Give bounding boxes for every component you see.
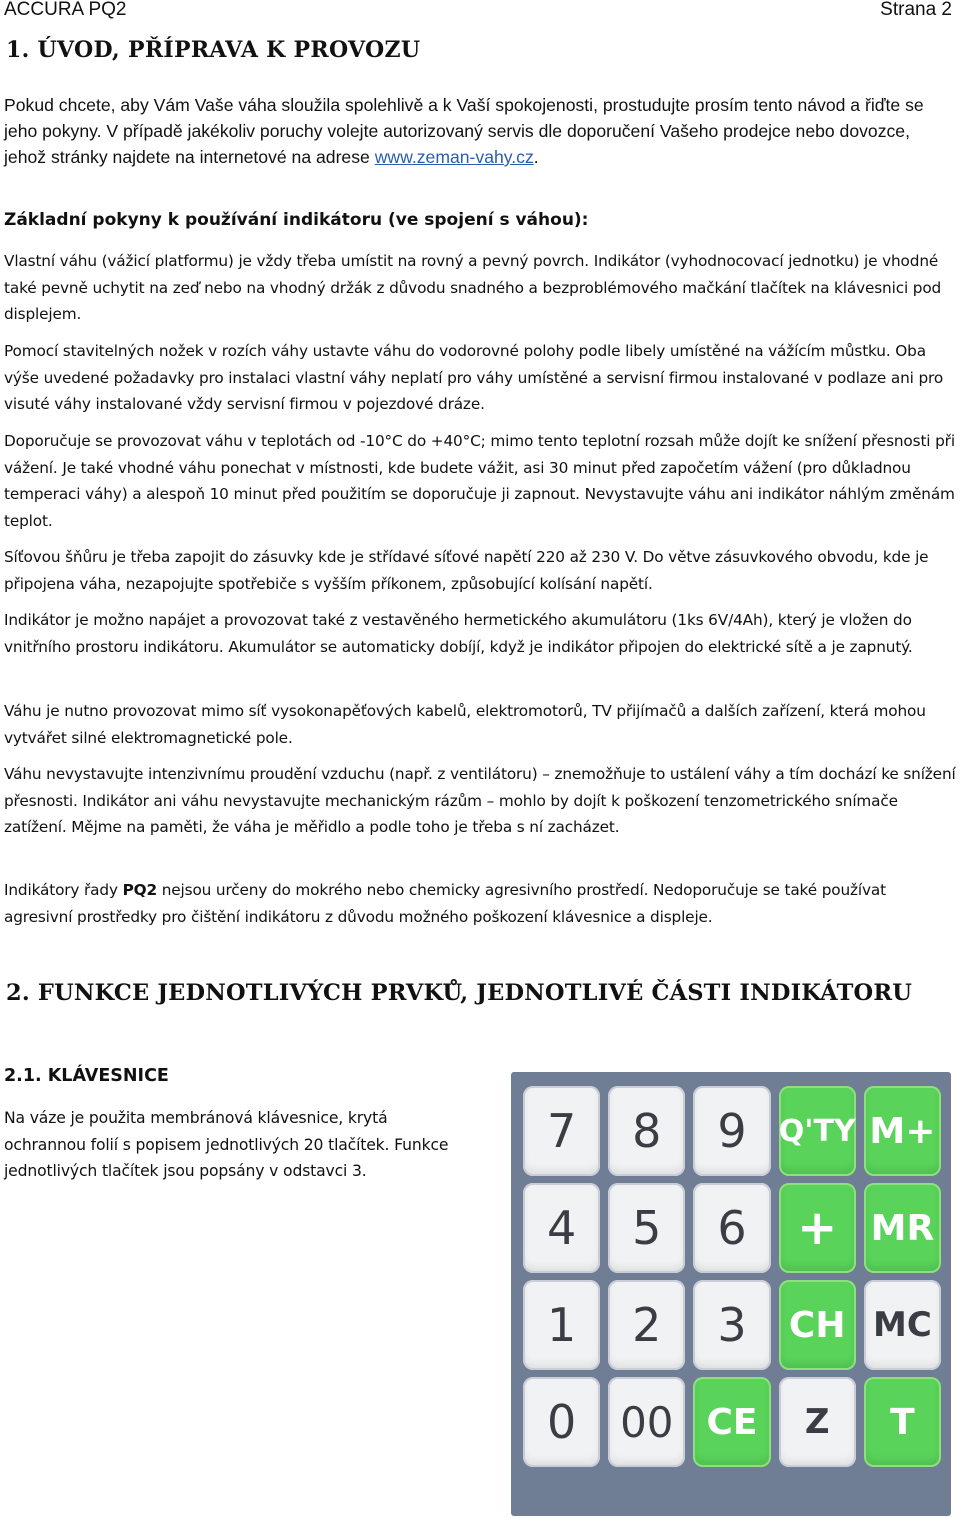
key-7: 7	[523, 1086, 600, 1176]
keypad-row	[523, 1377, 941, 1467]
key-mr: MR	[864, 1183, 941, 1273]
keypad-row	[523, 1086, 941, 1176]
key-2: 2	[608, 1280, 685, 1370]
keyboard-heading: 2.1. KLÁVESNICE	[4, 1066, 169, 1086]
key-00: 00	[608, 1377, 685, 1467]
key-plus: +	[779, 1183, 856, 1273]
key-mc: MC	[864, 1280, 941, 1370]
website-link[interactable]: www.zeman-vahy.cz	[374, 147, 534, 167]
key-qty: Q'TY	[779, 1086, 856, 1176]
paragraph-battery: Indikátor je možno napájet a provozovat také z vestavěného hermetického akumulátoru (1ks 6V/4Ah), který je vložen do vnitřního prostoru indikátoru. Akumulátor se automaticky dobíjí, když je indikátor připojen do elektrické sítě a je zapnutý.	[4, 611, 913, 656]
header-right: Strana 2	[880, 0, 952, 20]
paragraph-leveling: Pomocí stavitelných nožek v rozích váhy ustavte váhu do vodorovné polohy podle libely umístěné na vážícím můstku. Oba výše uvedené požadavky pro instalaci vlastní váhy neplatí pro váhy umístěné a servisní firmou instalované v podlaze ani pro visuté váhy instalované vždy servisní firmou v pojezdové dráze.	[4, 342, 944, 413]
intro-end: .	[533, 147, 539, 167]
section1-title: 1. ÚVOD, PŘÍPRAVA K PROVOZU	[6, 37, 421, 63]
intro-text: Pokud chcete, aby Vám Vaše váha sloužila spolehlivě a k Vaší spokojenosti, prostudujte prosím tento návod a řiďte se jeho pokyny. V případě jakékoliv poruchy volejte autorizovaný servis dle doporučení Vašeho prodejce nebo dovozce, jehož stránky najdete na internetové na adrese	[4, 95, 924, 167]
key-6: 6	[693, 1183, 770, 1273]
key-1: 1	[523, 1280, 600, 1370]
keypad-image	[511, 1072, 951, 1516]
intro-paragraph	[4, 92, 954, 170]
model-name: PQ2	[122, 881, 158, 899]
header-left: ACCURA PQ2	[4, 0, 127, 20]
key-8: 8	[608, 1086, 685, 1176]
key-m-plus: M+	[864, 1086, 941, 1176]
key-4: 4	[523, 1183, 600, 1273]
paragraph-environment	[4, 877, 958, 930]
paragraph-power-cord: Síťovou šňůru je třeba zapojit do zásuvky kde je střídavé síťové napětí 220 až 230 V. Do větve zásuvkového obvodu, kde je připojena váha, nezapojujte spotřebiče s vyšším příkonem, způsobující kolísání napětí.	[4, 548, 929, 593]
key-ch: CH	[779, 1280, 856, 1370]
keypad-row	[523, 1280, 941, 1370]
paragraph-temperature: Doporučuje se provozovat váhu v teplotách od -10°C do +40°C; mimo tento teplotní rozsah může dojít ke snížení přesnosti při vážení. Je také vhodné váhu ponechat v místnosti, kde budete vážit, asi 30 minut před započetím vážení (pro důkladnou temperaci váhy) a alespoň 10 minut před použitím se doporučuje ji zapnout. Nevystavujte váhu ani indikátor náhlým změnám teplot.	[4, 432, 955, 530]
key-ce: CE	[693, 1377, 770, 1467]
env-text-end: nejsou určeny do mokrého nebo chemicky agresivního prostředí. Nedoporučuje se také používat agresivní prostředky pro čištění indikátoru z důvodu možného poškození klávesnice a displeje.	[4, 881, 886, 926]
key-5: 5	[608, 1183, 685, 1273]
key-0: 0	[523, 1377, 600, 1467]
key-3: 3	[693, 1280, 770, 1370]
key-9: 9	[693, 1086, 770, 1176]
paragraph-airflow: Váhu nevystavujte intenzivnímu proudění vzduchu (např. z ventilátoru) – znemožňuje to ustálení váhy a tím dochází ke snížení přesnosti. Indikátor ani váhu nevystavujte mechanickým rázům – mohlo by dojít k poškození tenzometrického snímače zatížení. Mějme na paměti, že váha je měřidlo a podle toho je třeba s ní zacházet.	[4, 765, 956, 836]
paragraph-electromagnetic: Váhu je nutno provozovat mimo síť vysokonapěťových kabelů, elektromotorů, TV přijímačů a dalších zařízení, která mohou vytvářet silné elektromagnetické pole.	[4, 702, 926, 747]
keypad-row	[523, 1183, 941, 1273]
paragraph-placement: Vlastní váhu (vážicí platformu) je vždy třeba umístit na rovný a pevný povrch. Indikátor (vyhodnocovací jednotku) je vhodné také pevně uchytit na zeď nebo na vhodný držák z důvodu snadného a bezproblémového mačkání tlačítek na klávesnici pod displejem.	[4, 252, 942, 323]
keyboard-description: Na váze je použita membránová klávesnice, krytá ochrannou folií s popisem jednotlivých 20 tlačítek. Funkce jednotlivých tlačítek jsou popsány v odstavci 3.	[4, 1109, 449, 1180]
key-t: T	[864, 1377, 941, 1467]
section2-title: 2. FUNKCE JEDNOTLIVÝCH PRVKŮ, JEDNOTLIVÉ ČÁSTI INDIKÁTORU	[6, 980, 913, 1006]
env-text-start: Indikátory řady	[4, 881, 123, 899]
basic-instructions-heading: Základní pokyny k používání indikátoru (ve spojení s váhou):	[4, 210, 589, 230]
key-z: Z	[779, 1377, 856, 1467]
